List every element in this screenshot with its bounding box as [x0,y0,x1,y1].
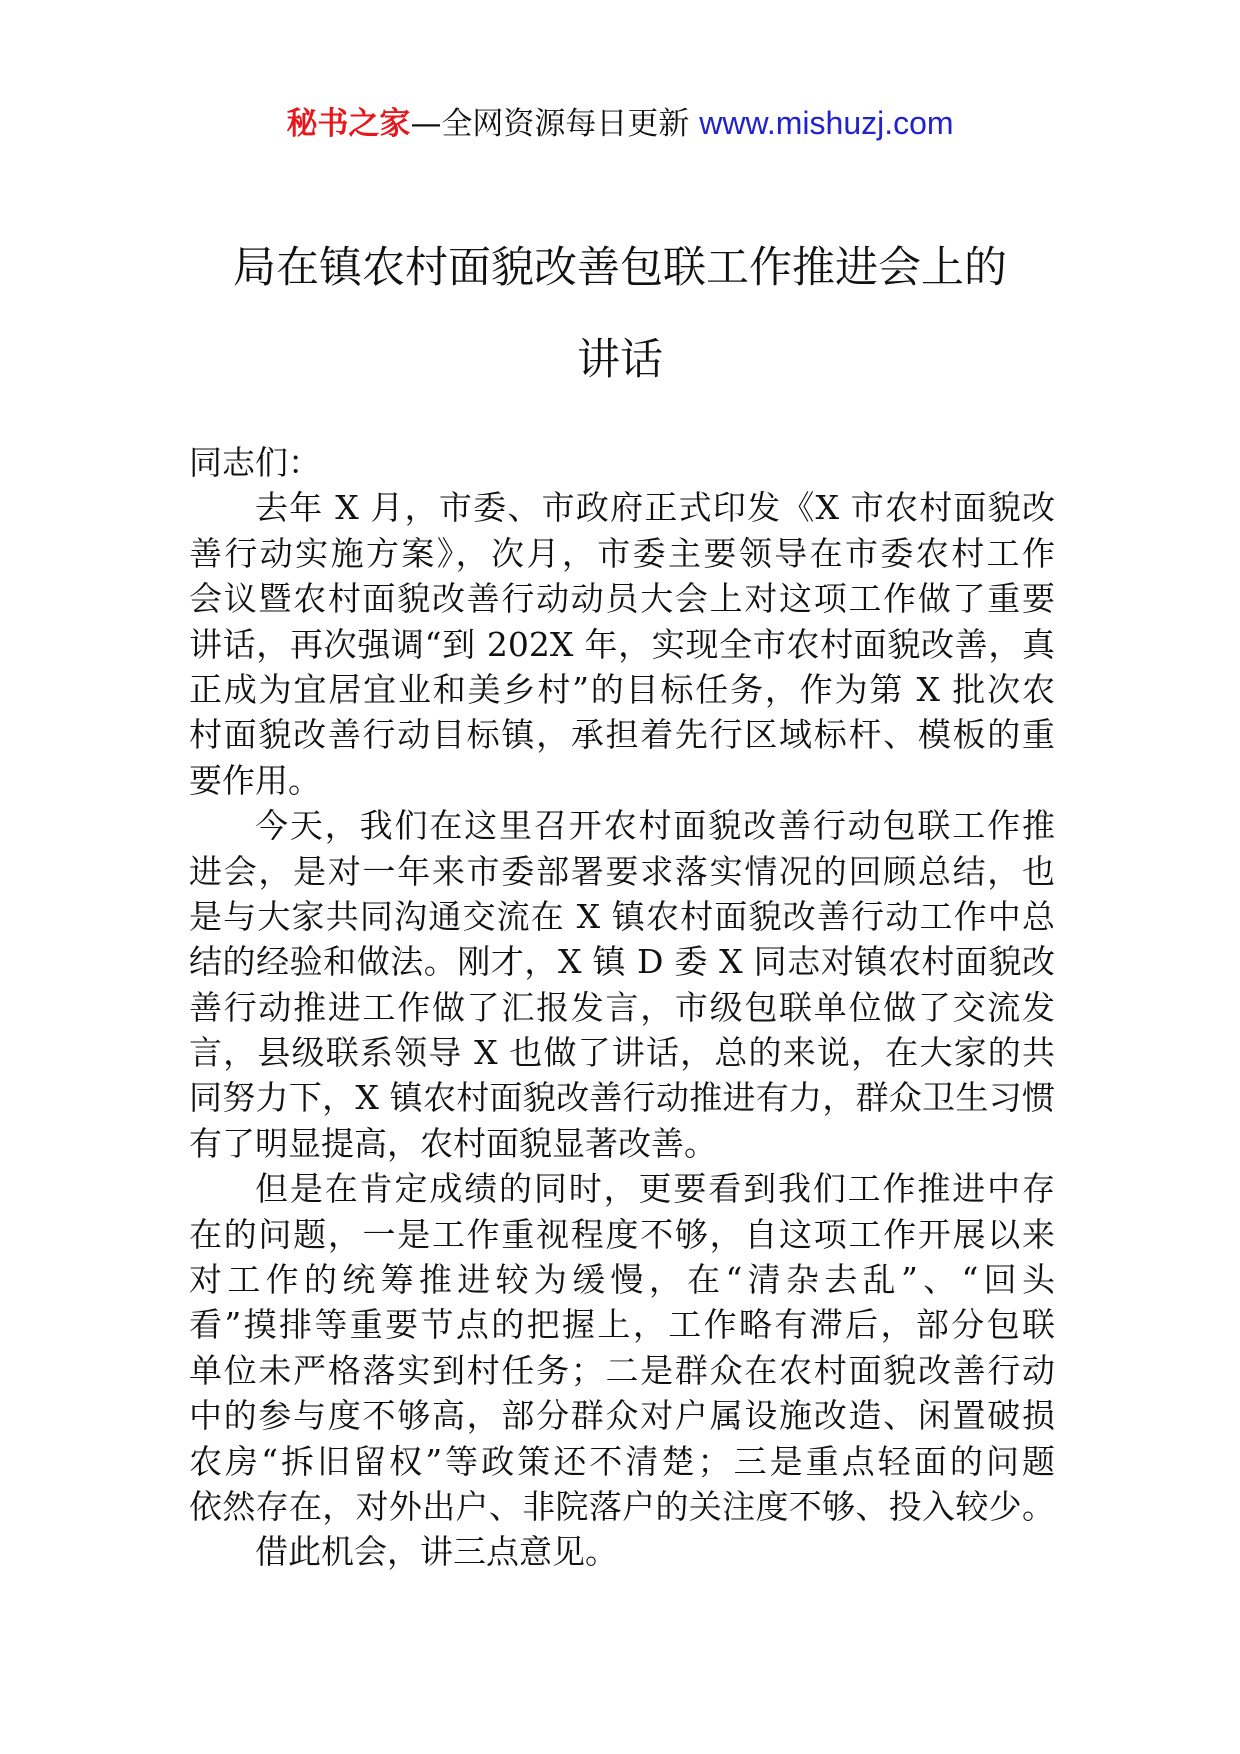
document-title-line-1: 局在镇农村面貌改善包联工作推进会上的 [233,243,1007,293]
paragraph-line: 结的经验和做法。刚才，X 镇 D 委 X 同志对镇农村面貌改 [189,942,1055,982]
site-header [0,100,1240,147]
paragraph-line: 讲话，再次强调“到 202X 年，实现全市农村面貌改善，真 [189,624,1055,664]
paragraph-line: 要作用。 [189,760,321,800]
document-title [150,222,1090,406]
paragraph-line: 在的问题，一是工作重视程度不够，自这项工作开展以来 [189,1214,1055,1254]
paragraph-line: 言，县级联系领导 X 也做了讲话，总的来说，在大家的共 [189,1033,1055,1073]
paragraph-line: 中的参与度不够高，部分群众对户属设施改造、闲置破损 [189,1396,1055,1436]
paragraph-line: 同努力下，X 镇农村面貌改善行动推进有力，群众卫生习惯 [189,1078,1055,1118]
paragraph-line: 单位未严格落实到村任务；二是群众在农村面貌改善行动 [189,1350,1055,1390]
paragraph-line: 依然存在，对外出户、非院落户的关注度不够、投入较少。 [189,1486,1055,1526]
paragraph-4 [189,1529,1055,1574]
paragraph-line: 会议暨农村面貌改善行动动员大会上对这项工作做了重要 [189,579,1055,619]
paragraph-line: 正成为宜居宜业和美乡村”的目标任务，作为第 X 批次农 [189,669,1055,709]
paragraph-line: 善行动实施方案》，次月，市委主要领导在市委农村工作 [189,533,1055,573]
paragraph-2 [189,803,1055,1166]
paragraph-line: 进会，是对一年来市委部署要求落实情况的回顾总结，也 [189,851,1055,891]
paragraph-line: 村面貌改善行动目标镇，承担着先行区域标杆、模板的重 [189,715,1055,755]
paragraph-line: 是与大家共同沟通交流在 X 镇农村面貌改善行动工作中总 [189,896,1055,936]
salutation: 同志们： [189,443,321,482]
paragraph-line: 对工作的统筹推进较为缓慢，在“清杂去乱”、“回头 [189,1260,1055,1300]
document-body [189,440,1055,1575]
site-tagline: —全网资源每日更新 [410,106,690,142]
paragraph-line: 今天，我们在这里召开农村面貌改善行动包联工作推 [255,806,1055,846]
paragraph-line: 但是在肯定成绩的同时，更要看到我们工作推进中存 [255,1169,1055,1209]
paragraph-line: 看”摸排等重要节点的把握上，工作略有滞后，部分包联 [189,1305,1055,1345]
site-brand: 秘书之家 [286,106,411,142]
paragraph-1 [189,485,1055,803]
paragraph-line: 善行动推进工作做了汇报发言，市级包联单位做了交流发 [189,987,1055,1027]
site-url-link[interactable]: www.mishuzj.com [699,105,954,141]
paragraph-line: 去年 X 月，市委、市政府正式印发《X 市农村面貌改 [255,488,1055,528]
document-title-line-2: 讲话 [577,335,663,385]
paragraph-line: 农房“拆旧留权”等政策还不清楚；三是重点轻面的问题 [189,1441,1055,1481]
paragraph-line: 借此机会，讲三点意见。 [255,1532,618,1572]
paragraph-line: 有了明显提高，农村面貌显著改善。 [189,1123,717,1163]
paragraph-3 [189,1166,1055,1529]
